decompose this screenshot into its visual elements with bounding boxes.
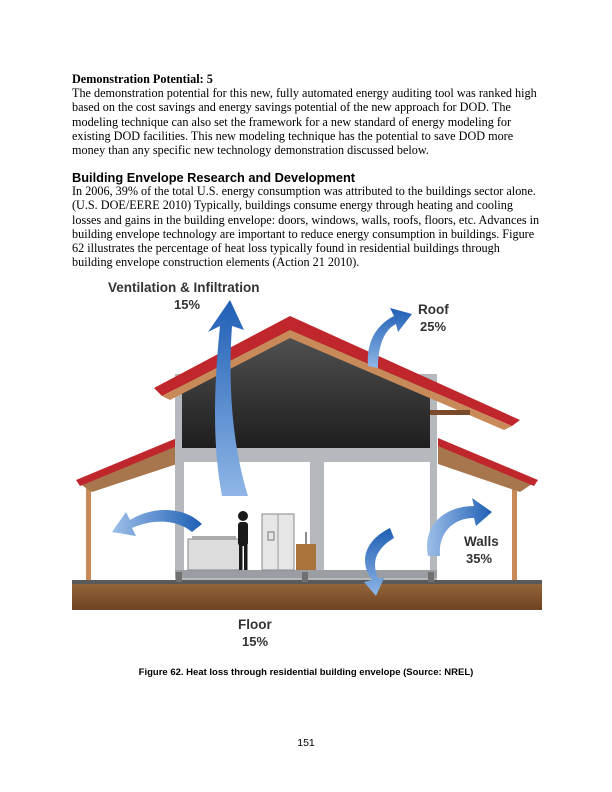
floor-slab [72, 580, 542, 610]
eave-ledge [430, 410, 470, 415]
heat-loss-figure [72, 274, 542, 654]
figure-caption: Figure 62. Heat loss through residential building envelope (Source: NREL) [138, 667, 474, 678]
roof-arrow [368, 308, 412, 368]
section-body-demonstration-potential: The demonstration potential for this new, fully automated energy auditing tool was ranked high based on the cost savings and energy savings potential of the new approach for DOD. The modeling technique can also set the framework for a new standard of energy modeling for existing DOD facilities. This new modeling technique has the potential to save DOD more money than any specific new technology demonstration discussed below. [72, 86, 537, 158]
page-number: 151 [297, 737, 315, 749]
left-porch-post [86, 488, 91, 580]
roof-label: Roof [418, 302, 449, 317]
kitchen-counter [188, 536, 240, 570]
right-porch-post [512, 488, 517, 580]
right-eave-roof [438, 438, 538, 492]
roof-percent: 25% [420, 319, 447, 334]
section-heading-demonstration-potential: Demonstration Potential: 5 [72, 72, 213, 86]
house-illustration [72, 274, 542, 654]
ventilation-percent: 15% [174, 297, 201, 312]
walls-label: Walls [464, 534, 499, 549]
floor-percent: 15% [242, 634, 269, 649]
section-body-building-envelope: In 2006, 39% of the total U.S. energy consumption was attributed to the buildings sector alone. (U.S. DOE/EERE 2010) Typically, buildings consume energy through heating and cooling losses and gains in the building envelope: doors, windows, walls, roofs, floors, etc. Advances in building envelope technology are important to reduce energy consumption in buildings. Figure 62 illustrates the percentage of heat loss typically found in residential buildings through building envelope construction elements (Action 21 2010). [72, 184, 540, 270]
section-heading-building-envelope: Building Envelope Research and Development [72, 170, 356, 185]
ventilation-label: Ventilation & Infiltration [108, 280, 260, 295]
floor-label: Floor [238, 617, 272, 632]
refrigerator [262, 514, 294, 570]
left-eave-roof [76, 438, 177, 492]
walls-percent: 35% [466, 551, 493, 566]
